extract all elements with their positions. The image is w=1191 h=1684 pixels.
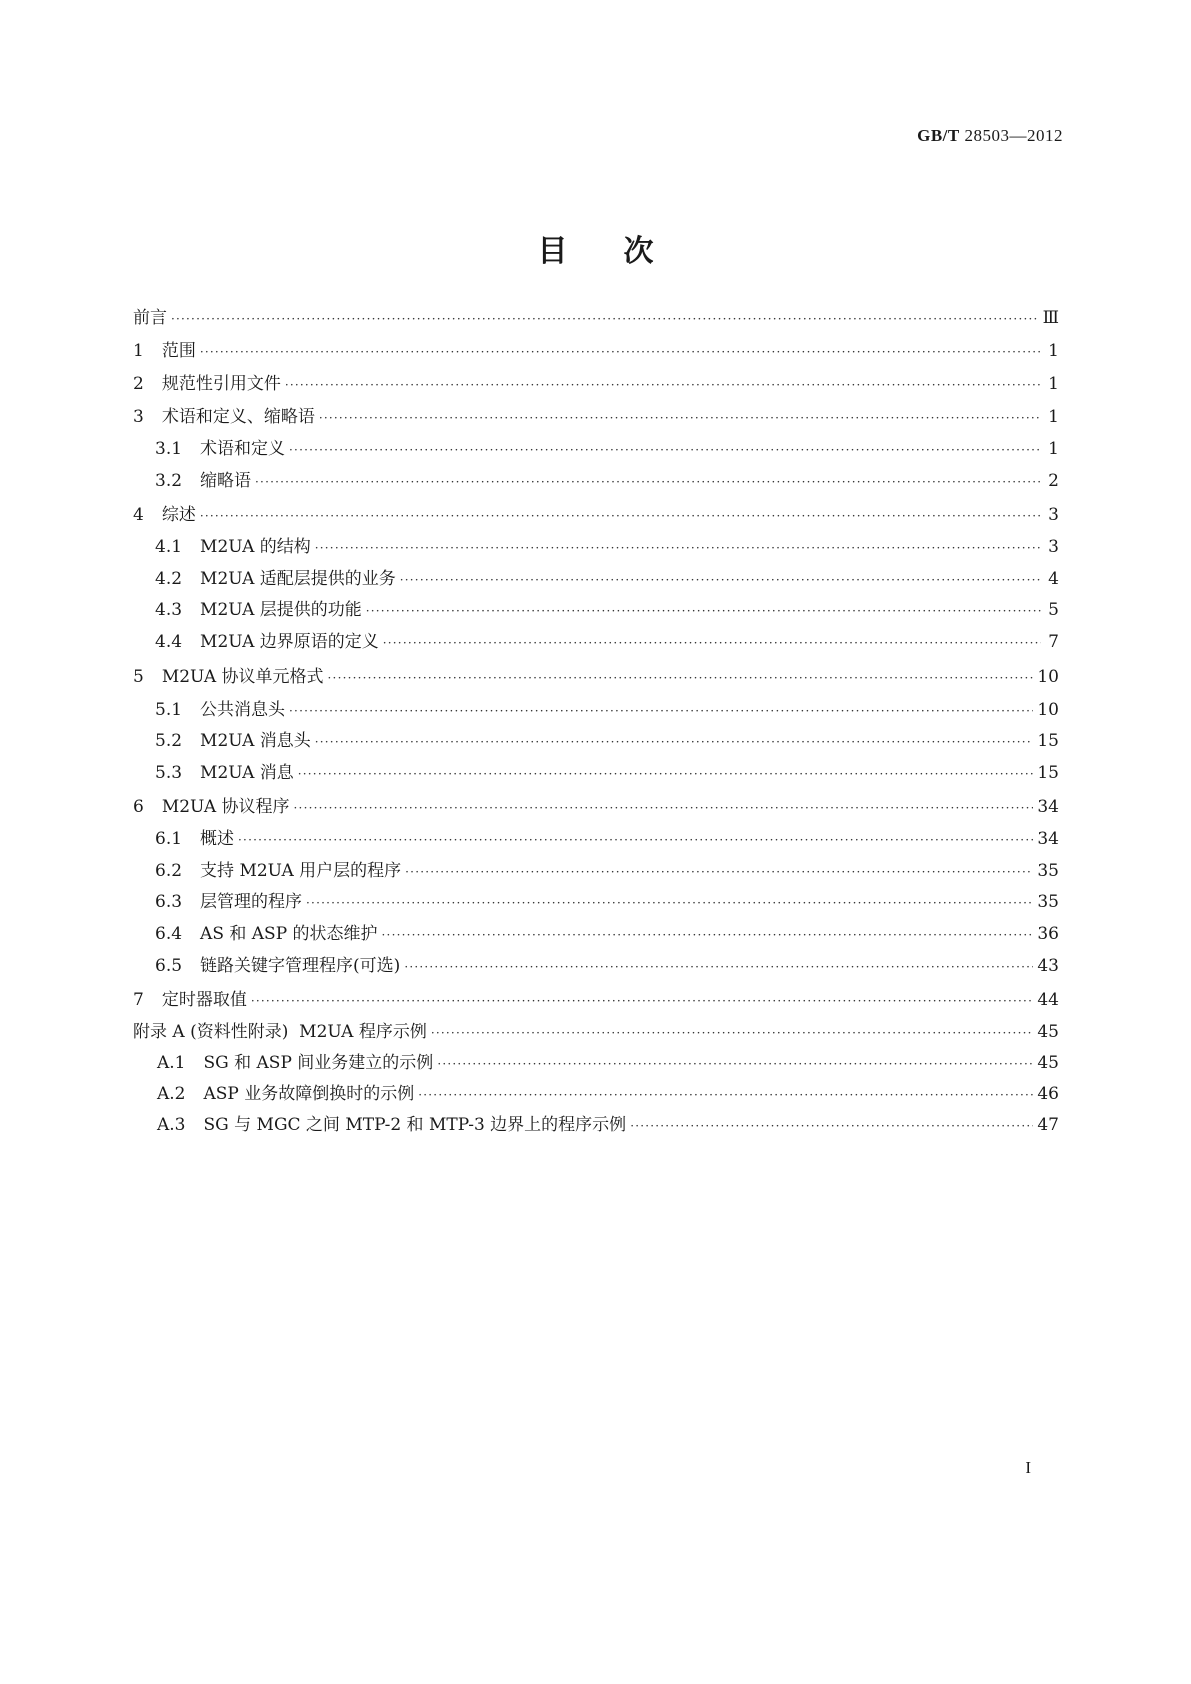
toc-entry-4-4[interactable] xyxy=(155,630,1059,654)
toc-entry-6-5[interactable] xyxy=(155,954,1059,978)
toc-title: 目次 xyxy=(537,234,710,269)
toc-entry-label: SG 与 MGC 之间 MTP-2 和 MTP-3 边界上的程序示例 xyxy=(203,1115,627,1135)
toc-entry-label: 术语和定义、缩略语 xyxy=(161,407,315,427)
toc-entry-page: 34 xyxy=(1037,797,1059,817)
toc-entry-number: 3.1 xyxy=(155,439,183,459)
standard-number: 28503—2012 xyxy=(964,126,1063,145)
toc-leader-dots xyxy=(630,1114,1033,1138)
toc-entry-page: 47 xyxy=(1037,1115,1059,1135)
toc-entry-page: 34 xyxy=(1037,829,1059,849)
toc-entry-label: 附录 A (资料性附录) M2UA 程序示例 xyxy=(133,1022,427,1042)
toc-entry-label: 定时器取值 xyxy=(161,990,247,1010)
toc-entry-page: Ⅲ xyxy=(1042,308,1059,328)
toc-entry-3-2[interactable] xyxy=(155,469,1059,493)
toc-entry-number: A.2 xyxy=(157,1084,186,1104)
toc-leader-dots xyxy=(328,666,1034,690)
toc-entry-page: 1 xyxy=(1048,374,1059,394)
toc-entry-page: 45 xyxy=(1037,1053,1059,1073)
toc-entry-number: 5 xyxy=(133,667,144,687)
toc-entry-label: M2UA 适配层提供的业务 xyxy=(200,569,396,589)
toc-entry-number: 6.3 xyxy=(155,892,183,912)
toc-entry-5-2[interactable] xyxy=(155,729,1059,753)
toc-entry-number: 6.1 xyxy=(155,829,183,849)
toc-entry-label: 概述 xyxy=(200,829,235,849)
page-number: I xyxy=(1025,1458,1031,1477)
toc-entry-page: 3 xyxy=(1048,505,1059,525)
toc-leader-dots xyxy=(404,955,1033,979)
toc-leader-dots xyxy=(405,860,1033,884)
toc-entry-5-1[interactable] xyxy=(155,698,1059,722)
toc-entry-page: 35 xyxy=(1037,892,1059,912)
toc-leader-dots xyxy=(319,406,1041,430)
toc-entry-label: M2UA 协议程序 xyxy=(161,797,290,817)
toc-entry-page: 1 xyxy=(1048,341,1059,361)
toc-entry-number: A.1 xyxy=(157,1053,186,1073)
toc-entry-4-2[interactable] xyxy=(155,567,1059,591)
toc-entry-6-1[interactable] xyxy=(155,827,1059,851)
toc-leader-dots xyxy=(200,504,1041,528)
toc-entry-page: 10 xyxy=(1037,667,1059,687)
toc-leader-dots xyxy=(200,340,1041,364)
toc-entry-number: 5.1 xyxy=(155,700,183,720)
toc-entry-label: M2UA 的结构 xyxy=(200,537,311,557)
toc-entry-label: 支持 M2UA 用户层的程序 xyxy=(200,861,402,881)
toc-entry-number: 6.4 xyxy=(155,924,183,944)
toc-entry-foreword[interactable] xyxy=(133,306,1059,330)
toc-leader-dots xyxy=(238,828,1033,852)
toc-entry-6[interactable] xyxy=(133,795,1059,819)
toc-entry-label: M2UA 边界原语的定义 xyxy=(200,632,379,652)
toc-leader-dots xyxy=(255,470,1041,494)
toc-entry-number: 4.3 xyxy=(155,600,183,620)
toc-entry-label: M2UA 消息 xyxy=(200,763,294,783)
toc-entry-number: 6.5 xyxy=(155,956,183,976)
toc-entry-label: 层管理的程序 xyxy=(200,892,303,912)
toc-entry-page: 7 xyxy=(1048,632,1059,652)
toc-entry-number: 4.2 xyxy=(155,569,183,589)
standard-code xyxy=(917,126,1063,146)
toc-entry-label: 综述 xyxy=(161,505,196,525)
toc-entry-number: 2 xyxy=(133,374,144,394)
toc-entry-label: 前言 xyxy=(133,308,167,328)
toc-entry-label: M2UA 层提供的功能 xyxy=(200,600,362,620)
toc-entry-number: 1 xyxy=(133,341,144,361)
toc-entry-page: 15 xyxy=(1037,763,1059,783)
toc-leader-dots xyxy=(418,1083,1033,1107)
toc-entry-6-3[interactable] xyxy=(155,890,1059,914)
toc-entry-4[interactable] xyxy=(133,503,1059,527)
toc-leader-dots xyxy=(171,307,1039,331)
toc-entry-a-2[interactable] xyxy=(157,1082,1059,1106)
toc-leader-dots xyxy=(251,989,1034,1013)
toc-entry-page: 10 xyxy=(1037,700,1059,720)
toc-entry-6-2[interactable] xyxy=(155,859,1059,883)
toc-entry-label: SG 和 ASP 间业务建立的示例 xyxy=(203,1053,434,1073)
toc-entry-number: 6 xyxy=(133,797,144,817)
toc-entry-page: 15 xyxy=(1037,731,1059,751)
toc-entry-7[interactable] xyxy=(133,988,1059,1012)
toc-leader-dots xyxy=(294,796,1034,820)
toc-entry-number: A.3 xyxy=(157,1115,186,1135)
toc-entry-5[interactable] xyxy=(133,665,1059,689)
toc-entry-6-4[interactable] xyxy=(155,922,1059,946)
toc-entry-page: 1 xyxy=(1048,407,1059,427)
toc-entry-page: 44 xyxy=(1037,990,1059,1010)
toc-leader-dots xyxy=(431,1021,1033,1045)
toc-entry-3[interactable] xyxy=(133,405,1059,429)
toc-leader-dots xyxy=(298,762,1034,786)
toc-entry-label: 公共消息头 xyxy=(200,700,286,720)
toc-entry-page: 1 xyxy=(1048,439,1059,459)
toc-entry-page: 46 xyxy=(1037,1084,1059,1104)
toc-entry-number: 5.3 xyxy=(155,763,183,783)
toc-leader-dots xyxy=(400,568,1041,592)
toc-leader-dots xyxy=(289,699,1033,723)
toc-entry-number: 3 xyxy=(133,407,144,427)
toc-leader-dots xyxy=(383,631,1041,655)
toc-leader-dots xyxy=(437,1052,1033,1076)
toc-entry-label: 范围 xyxy=(161,341,196,361)
toc-entry-label: 缩略语 xyxy=(200,471,252,491)
toc-entry-number: 4 xyxy=(133,505,144,525)
toc-entry-1[interactable] xyxy=(133,339,1059,363)
toc-entry-page: 43 xyxy=(1037,956,1059,976)
toc-leader-dots xyxy=(315,730,1034,754)
toc-entry-number: 5.2 xyxy=(155,731,183,751)
toc-leader-dots xyxy=(289,438,1041,462)
toc-entry-page: 36 xyxy=(1037,924,1059,944)
toc-entry-label: AS 和 ASP 的状态维护 xyxy=(200,924,378,944)
toc-entry-number: 3.2 xyxy=(155,471,183,491)
toc-entry-page: 45 xyxy=(1037,1022,1059,1042)
toc-entry-number: 6.2 xyxy=(155,861,183,881)
toc-entry-5-3[interactable] xyxy=(155,761,1059,785)
toc-leader-dots xyxy=(306,891,1033,915)
toc-entry-label: 术语和定义 xyxy=(200,439,286,459)
toc-entry-number: 4.4 xyxy=(155,632,183,652)
toc-leader-dots xyxy=(285,373,1041,397)
toc-entry-number: 7 xyxy=(133,990,144,1010)
toc-entry-page: 4 xyxy=(1048,569,1059,589)
toc-entry-a-1[interactable] xyxy=(157,1051,1059,1075)
toc-entry-appendix-a[interactable] xyxy=(133,1020,1059,1044)
toc-entry-4-3[interactable] xyxy=(155,598,1059,622)
toc-leader-dots xyxy=(315,536,1041,560)
toc-entry-page: 35 xyxy=(1037,861,1059,881)
standard-prefix: GB/T xyxy=(917,126,960,145)
toc-entry-page: 5 xyxy=(1048,600,1059,620)
toc-entry-label: 规范性引用文件 xyxy=(161,374,281,394)
toc-entry-page: 2 xyxy=(1048,471,1059,491)
toc-entry-4-1[interactable] xyxy=(155,535,1059,559)
toc-entry-a-3[interactable] xyxy=(157,1113,1059,1137)
toc-entry-number: 4.1 xyxy=(155,537,183,557)
toc-entry-label: M2UA 消息头 xyxy=(200,731,311,751)
toc-entry-label: ASP 业务故障倒换时的示例 xyxy=(203,1084,415,1104)
toc-entry-2[interactable] xyxy=(133,372,1059,396)
toc-leader-dots xyxy=(366,599,1041,623)
toc-leader-dots xyxy=(382,923,1034,947)
toc-entry-label: 链路关键字管理程序(可选) xyxy=(200,956,401,976)
toc-entry-3-1[interactable] xyxy=(155,437,1059,461)
toc-entry-label: M2UA 协议单元格式 xyxy=(161,667,324,687)
toc-entry-page: 3 xyxy=(1048,537,1059,557)
